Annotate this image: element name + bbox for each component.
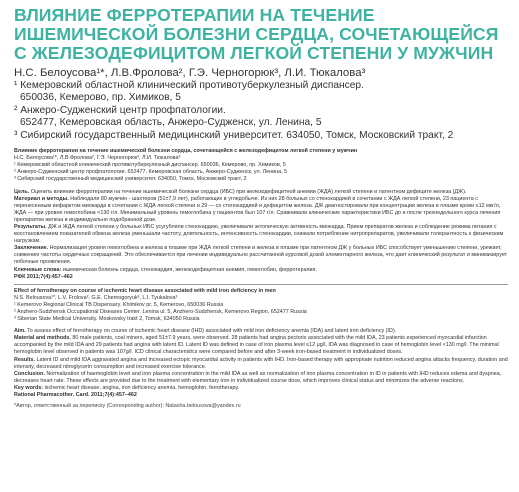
- en-methods-text: 80 male patients, coal miners, aged 51±7.9 years, were observed. 28 patients had angina pectoris associated with the mild IDA, 23 patients experienced myocardial infarction accompanied by the mild IDA and 29 patients had angina with latent ID. Latent ID was defined in case of iron plasma level ≤12 μg/l, IDA was diagnosed in case of hemoglobin level <130 mg/l. The minimal hemoglobin level observed in patients was 107g/l. ICD clinical characteristics were compared before and after 3-week iron-based treatment in individualized doses.: [14, 335, 499, 356]
- en-authors: N.S. Belousova¹*, L.V. Frolova², G.E. Chernogoryuk³, L.I. Tyukalova³: [14, 294, 178, 301]
- ru-methods-text: Наблюдали 80 мужчин - шахтеров (51±7,9 лет), работающих в угледобыче. Из них 28 больных со стенокардией в сочетании с ЖДА легкой степени, 23 пациента с перенесенным инфарктом миокарда в сочетании с ЖДА легкой степени и 29 — со стенокардией и дефицитом железа. ДЖ диагностировали при концентрации железа в плазме крови ≤12 мкг/л, ЖДА — при уровне гемоглобина <130 г/л. Минимальный уровень гемоглобина у пациентов был 107 г/л. Сравнивали клинические характеристики ИБС до и после трехнедельного курса лечения препаратом железа в индивидуально подобранной дозе.: [14, 195, 501, 223]
- en-results: [14, 357, 508, 371]
- title-line: ИШЕМИЧЕСКОЙ БОЛЕЗНИ СЕРДЦА, СОЧЕТАЮЩЕЙСЯ: [14, 24, 499, 44]
- title-line: ВЛИЯНИЕ ФЕРРОТЕРАПИИ НА ТЕЧЕНИЕ: [14, 5, 375, 25]
- affiliations: [14, 80, 508, 142]
- ru-aim-text: Оценить влияние ферротерапии на течение ишемической болезни сердца (ИБС) при железодефицитной анемии (ЖДА) легкой степени и латентном дефиците железа (ДЖ).: [30, 188, 467, 195]
- en-methods-label: Material and methods.: [14, 335, 71, 342]
- ru-results-label: Результаты.: [14, 223, 47, 230]
- affiliation-line: ³ Сибирский государственный медицинский университет. 634050, Томск, Московский тракт, 2: [14, 129, 454, 141]
- ru-methods-label: Материал и методы.: [14, 195, 69, 202]
- title-line: С ЖЕЛЕЗОДЕФИЦИТОМ ЛЕГКОЙ СТЕПЕНИ У МУЖЧИН: [14, 43, 494, 63]
- ru-results: [14, 224, 508, 245]
- section-divider: [14, 284, 508, 285]
- ru-keywords-label: Ключевые слова:: [14, 266, 62, 273]
- affiliation-line: ² Анжеро-Судженский центр профпатологии.: [14, 104, 226, 116]
- ru-keywords-text: ишемическая болезнь сердца, стенокардия, железодефицитная анемия, гемоглобин, ферротерапия.: [62, 266, 317, 273]
- ru-conclusion-text: Нормализация уровня гемоглобина и железа в плазме при ЖДА легкой степени и железа в плазме при латентном ДЖ у больных ИБС способствует уменьшению степени, урежает, снижению частоты сердечных сокращений. Это обеспечивается при лечении индивидуально рассчитанной курсовой дозой элементарного железа, что дает клинический результат и минимизирует побочные проявления.: [14, 245, 508, 266]
- en-affiliation: ² Anzhero-Sudzhensk Occupational Diseases Center. Lenina ul. 5, Anzhero-Sudzhensk, Kemerovo Region, 652477 Russia: [14, 309, 307, 315]
- en-citation: Rational Pharmacother. Card. 2011;7(4):457–462: [14, 392, 137, 399]
- en-title: Effect of ferrotherapy on course of ischemic heart disease associated with mild iron deficiency in men: [14, 287, 276, 294]
- ru-authors: Н.С. Белоусова¹*, Л.В.Фролова², Г.Э. Черногорюк³, Л.И. Тюкалова³: [14, 155, 181, 162]
- russian-abstract: [14, 148, 508, 281]
- ru-conclusion-label: Заключение.: [14, 245, 49, 252]
- ru-affiliation: ¹ Кемеровский областной клинический противотуберкулезный диспансер. 650036, Кемерово, пр. Химиков, 5: [14, 162, 286, 169]
- ru-keywords: [14, 267, 508, 274]
- english-abstract: [14, 288, 508, 399]
- ru-aim: [14, 189, 508, 196]
- en-results-text: Latent ID and mild IDA aggravated angina and increased ectopic myocardial activity in patients with IHD. Iron-based therapy with appropriate nutrition reduced angina attacks frequency, duration and intensity, decreased nitroglycerin consumption and increased exercise tolerance.: [14, 356, 508, 370]
- author-list: Н.С. Белоусова¹*, Л.В.Фролова², Г.Э. Черногорюк³, Л.И. Тюкалова³: [14, 67, 366, 79]
- en-aim-text: To assess effect of ferrotherapy on course of ischemic heart disease (IHD) associated with mild iron deficiency anemia (IDA) and latent iron deficiency (ID).: [27, 328, 397, 335]
- ru-aim-label: Цель.: [14, 188, 30, 195]
- ru-methods: [14, 196, 508, 224]
- en-aim-label: Aim.: [14, 328, 26, 335]
- en-affiliation: ³ Siberian State Medical University. Moskovsky trakt 2, Tomsk, 634050 Russia: [14, 316, 200, 323]
- ru-affiliation: ³ Сибирский государственный медицинский университет. 634050, Томск, Московский тракт, 2: [14, 176, 247, 183]
- ru-conclusion: [14, 245, 508, 266]
- en-conclusion-text: Normalization of haemoglobin level and iron plasma concentration in the mild IDA as well as normalization of iron plasma concentration in ID in patients with IHD reduces edema and dyspnea, decreases heart rate. These effects are provided due to the treatment with elementary iron in individualized course dose, which improves clinical status and minimizes the adverse reactions.: [14, 370, 502, 384]
- en-keywords-text: ischemic heart disease, angina, iron deficiency anemia, hemoglobin, ferrotherapy.: [44, 384, 240, 391]
- affiliation-line: ¹ Кемеровский областной клинический противотуберкулезный диспансер.: [14, 80, 364, 91]
- affiliation-line: 650036, Кемерово, пр. Химиков, 5: [20, 92, 181, 104]
- article-title: [14, 6, 508, 63]
- en-conclusion-label: Conclusion.: [14, 370, 45, 377]
- en-keywords-label: Key words:: [14, 384, 44, 391]
- en-methods: [14, 335, 508, 356]
- en-keywords: [14, 385, 508, 392]
- ru-results-text: ДЖ и ЖДА легкой степени у больных ИБС усугубляли стенокардию, увеличивали эктопическую активность миокарда. Прием препаратов железа и соблюдение режима питания с восстановлением показателей обмена железа уменьшали частоту, длительность, интенсивность стенокардии, снижали потребление нитропрепаратов, увеличивали толерантность к физическим нагрузкам.: [14, 223, 504, 245]
- ru-citation: РФК 2011;7(4):457–462: [14, 273, 73, 280]
- ru-affiliation: ² Анжеро-Судженский центр профпатологии. 652477, Кемеровская область, Анжеро-Судженск, ул. Ленина, 5: [14, 169, 288, 176]
- en-aim: [14, 328, 508, 335]
- en-results-label: Results.: [14, 356, 35, 363]
- ru-title: Влияние ферротерапии на течение ишемической болезни сердца, сочетающейся с железодефицитом легкой степени у мужчин: [14, 148, 358, 155]
- corresponding-author-footnote: *Автор, ответственный за переписку (Corresponding author): Natasha.belousova@yandex.ru: [14, 403, 241, 410]
- en-affiliation: ¹ Kemerovo Regional Clinical TB Dispensary. Khimikov pr. 5, Kemerovo, 650036 Russia: [14, 301, 224, 308]
- affiliation-line: 652477, Кемеровская область, Анжеро-Судженск, ул. Ленина, 5: [20, 117, 322, 129]
- en-conclusion: [14, 371, 508, 385]
- article-page: [14, 6, 508, 409]
